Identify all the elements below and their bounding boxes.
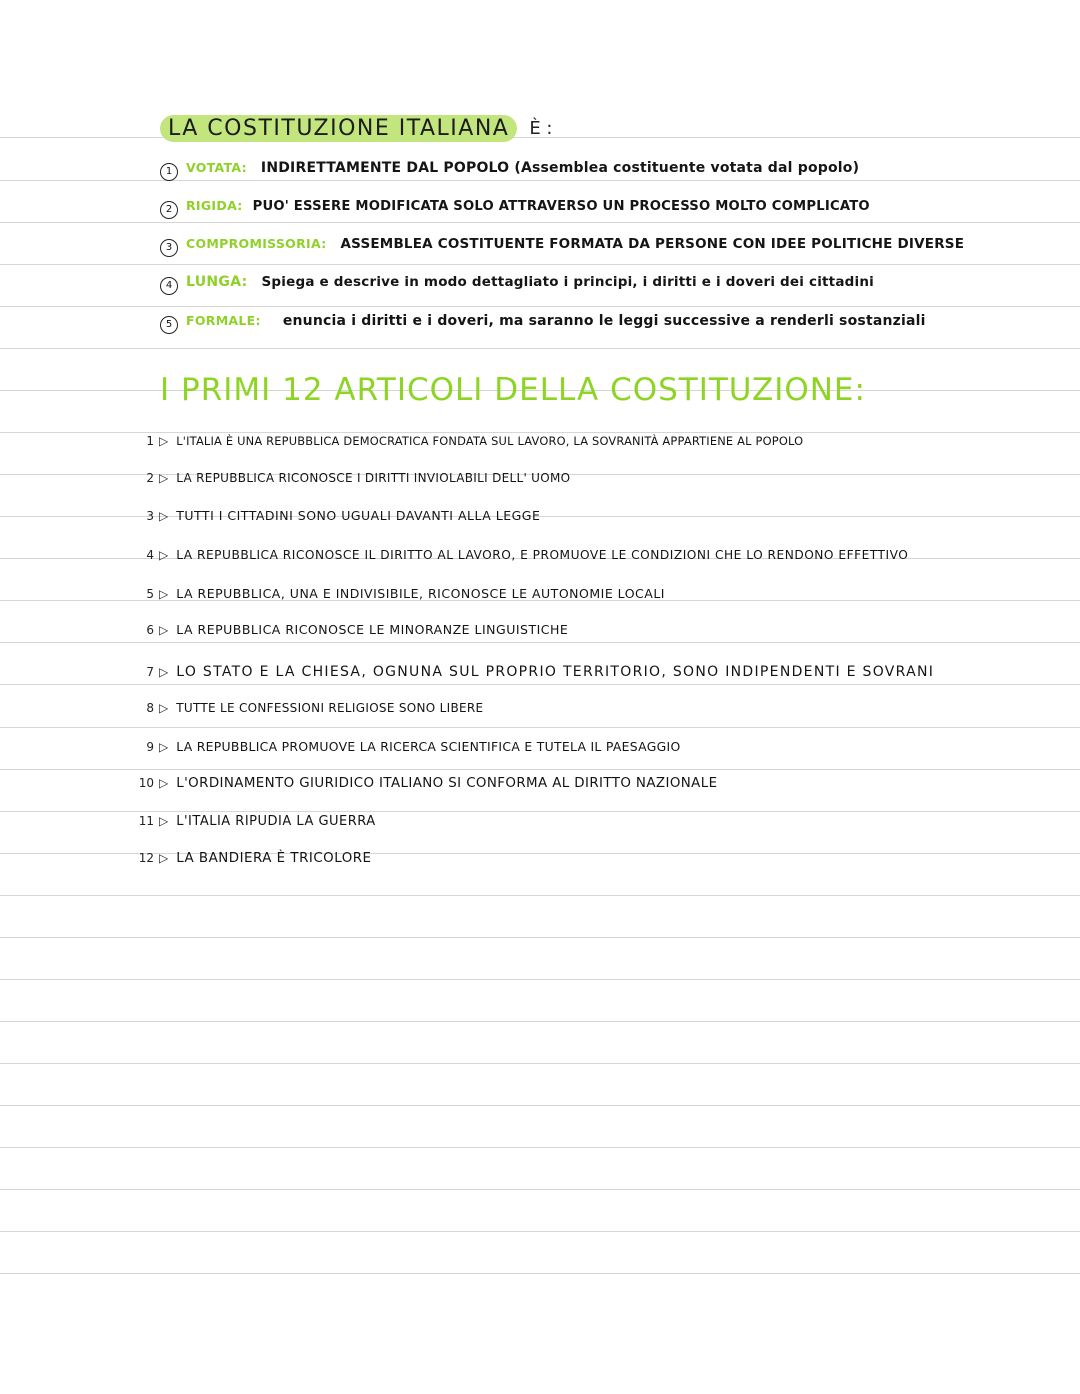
feature-name: LUNGA: [186, 274, 248, 290]
article-number: 11 [138, 814, 154, 828]
feature-item-lunga [160, 274, 874, 293]
article-number: 12 [138, 851, 154, 865]
article-item [138, 434, 803, 448]
article-number: 8 [146, 701, 154, 715]
circled-number: 2 [160, 201, 178, 219]
article-item [138, 508, 540, 523]
triangle-arrow-icon: ▷ [159, 814, 169, 828]
article-item [138, 776, 717, 791]
article-text: TUTTE LE CONFESSIONI RELIGIOSE SONO LIBERE [176, 701, 484, 715]
triangle-arrow-icon: ▷ [159, 851, 169, 865]
feature-item-votata [160, 160, 859, 179]
article-text: L'ITALIA È UNA REPUBBLICA DEMOCRATICA FONDATA SUL LAVORO, LA SOVRANITÀ APPARTIENE AL POPOLO [176, 434, 804, 448]
article-text: LA BANDIERA È TRICOLORE [176, 851, 372, 866]
article-text: LA REPUBBLICA RICONOSCE IL DIRITTO AL LAVORO, E PROMUOVE LE CONDIZIONI CHE LO RENDONO EFFETTIVO [176, 548, 909, 562]
circled-number: 5 [160, 316, 178, 334]
triangle-arrow-icon: ▷ [159, 740, 169, 754]
article-text: LA REPUBBLICA, UNA E INDIVISIBILE, RICONOSCE LE AUTONOMIE LOCALI [176, 586, 665, 601]
feature-name: COMPROMISSORIA: [186, 236, 327, 251]
feature-description: INDIRETTAMENTE DAL POPOLO (Assemblea costituente votata dal popolo) [260, 160, 860, 176]
circled-number: 1 [160, 163, 178, 181]
article-text: L'ITALIA RIPUDIA LA GUERRA [176, 814, 376, 829]
triangle-arrow-icon: ▷ [159, 701, 169, 715]
article-text: TUTTI I CITTADINI SONO UGUALI DAVANTI ALLA LEGGE [176, 508, 541, 523]
article-number: 2 [146, 471, 154, 485]
article-number: 4 [146, 548, 154, 562]
article-text: LO STATO E LA CHIESA, OGNUNA SUL PROPRIO TERRITORIO, SONO INDIPENDENTI E SOVRANI [176, 664, 935, 680]
triangle-arrow-icon: ▷ [159, 665, 169, 679]
article-number: 9 [146, 740, 154, 754]
page-title-row [160, 115, 553, 142]
article-number: 1 [146, 434, 154, 448]
feature-name: RIGIDA: [186, 198, 243, 213]
page-title-suffix: È : [529, 118, 553, 139]
feature-description: enuncia i diritti e i doveri, ma saranno le leggi successive a renderli sostanziali [282, 313, 926, 329]
feature-description: Spiega e descrive in modo dettagliato i principi, i diritti e i doveri dei cittadini [261, 274, 874, 290]
article-text: LA REPUBBLICA RICONOSCE LE MINORANZE LINGUISTICHE [176, 622, 569, 637]
article-item [138, 471, 570, 485]
article-number: 6 [146, 623, 154, 637]
triangle-arrow-icon: ▷ [159, 434, 169, 448]
section-title: I PRIMI 12 ARTICOLI DELLA COSTITUZIONE: [160, 372, 866, 408]
article-item [138, 701, 483, 715]
triangle-arrow-icon: ▷ [159, 471, 169, 485]
article-item [138, 851, 372, 866]
article-item [138, 548, 908, 562]
article-number: 5 [146, 587, 154, 601]
feature-item-rigida [160, 198, 870, 217]
triangle-arrow-icon: ▷ [159, 509, 169, 523]
triangle-arrow-icon: ▷ [159, 548, 169, 562]
article-number: 7 [146, 665, 154, 679]
article-item [138, 814, 376, 829]
feature-name: FORMALE: [186, 313, 261, 328]
article-text: LA REPUBBLICA RICONOSCE I DIRITTI INVIOLABILI DELL' UOMO [176, 471, 571, 485]
page-title: LA COSTITUZIONE ITALIANA [160, 115, 517, 142]
triangle-arrow-icon: ▷ [159, 587, 169, 601]
article-number: 10 [138, 776, 154, 790]
feature-name: VOTATA: [186, 160, 247, 175]
article-number: 3 [146, 509, 154, 523]
feature-item-compromissoria [160, 236, 964, 255]
article-item [138, 739, 681, 754]
feature-description: PUO' ESSERE MODIFICATA SOLO ATTRAVERSO UN PROCESSO MOLTO COMPLICATO [252, 199, 870, 214]
circled-number: 3 [160, 239, 178, 257]
feature-item-formale [160, 313, 926, 332]
article-text: L'ORDINAMENTO GIURIDICO ITALIANO SI CONFORMA AL DIRITTO NAZIONALE [176, 776, 718, 791]
triangle-arrow-icon: ▷ [159, 776, 169, 790]
circled-number: 4 [160, 277, 178, 295]
article-item [138, 664, 934, 680]
article-item [138, 586, 665, 601]
feature-description: ASSEMBLEA COSTITUENTE FORMATA DA PERSONE CON IDEE POLITICHE DIVERSE [340, 236, 965, 252]
article-item [138, 622, 568, 637]
triangle-arrow-icon: ▷ [159, 623, 169, 637]
article-text: LA REPUBBLICA PROMUOVE LA RICERCA SCIENTIFICA E TUTELA IL PAESAGGIO [176, 739, 681, 754]
